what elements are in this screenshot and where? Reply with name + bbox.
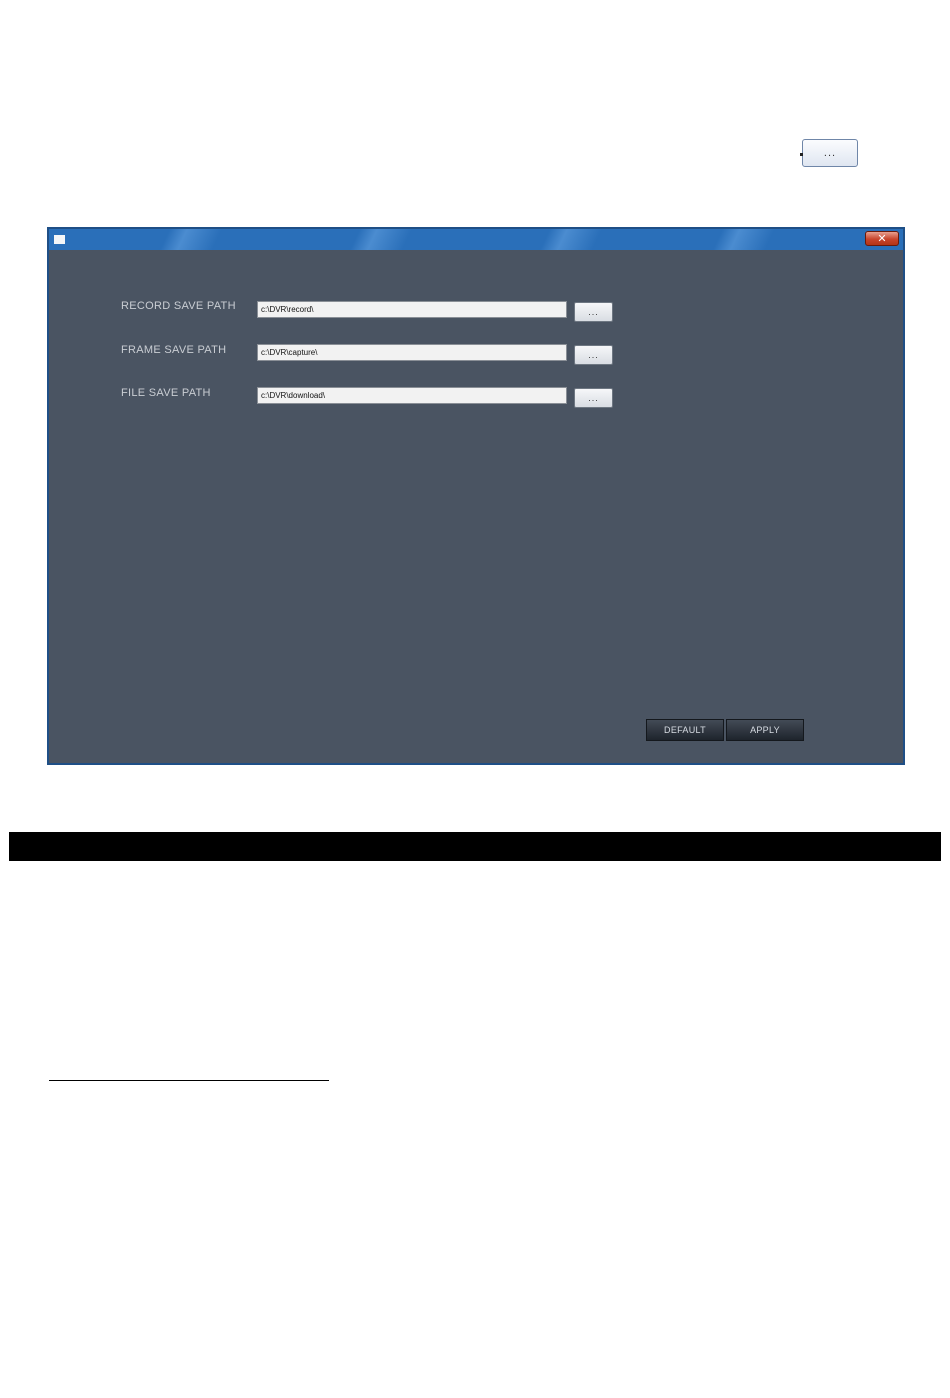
default-button-label: DEFAULT [664, 725, 706, 735]
frame-browse-button[interactable] [574, 345, 613, 365]
path-settings-window [47, 227, 905, 765]
browse-button-sample [802, 139, 858, 167]
window-icon [54, 235, 65, 244]
close-icon: ✕ [877, 232, 887, 245]
browse-button-label: ... [588, 307, 599, 317]
browse-button-label: ... [588, 350, 599, 360]
apply-button-label: APPLY [750, 725, 780, 735]
record-save-path-label: RECORD SAVE PATH [121, 300, 236, 312]
browse-button-label: ... [588, 393, 599, 403]
section-header-bar [9, 832, 941, 861]
file-save-path-input[interactable] [257, 387, 567, 404]
file-browse-button[interactable] [574, 388, 613, 408]
apply-button[interactable] [726, 719, 804, 741]
footnote-rule [49, 1080, 329, 1081]
browse-sample-label: ... [823, 147, 837, 159]
file-save-path-label: FILE SAVE PATH [121, 387, 211, 399]
record-save-path-input[interactable] [257, 301, 567, 318]
frame-save-path-input[interactable] [257, 344, 567, 361]
title-bar[interactable] [49, 229, 903, 250]
default-button[interactable] [646, 719, 724, 741]
record-browse-button[interactable] [574, 302, 613, 322]
close-button[interactable] [865, 231, 899, 246]
frame-save-path-label: FRAME SAVE PATH [121, 344, 227, 356]
